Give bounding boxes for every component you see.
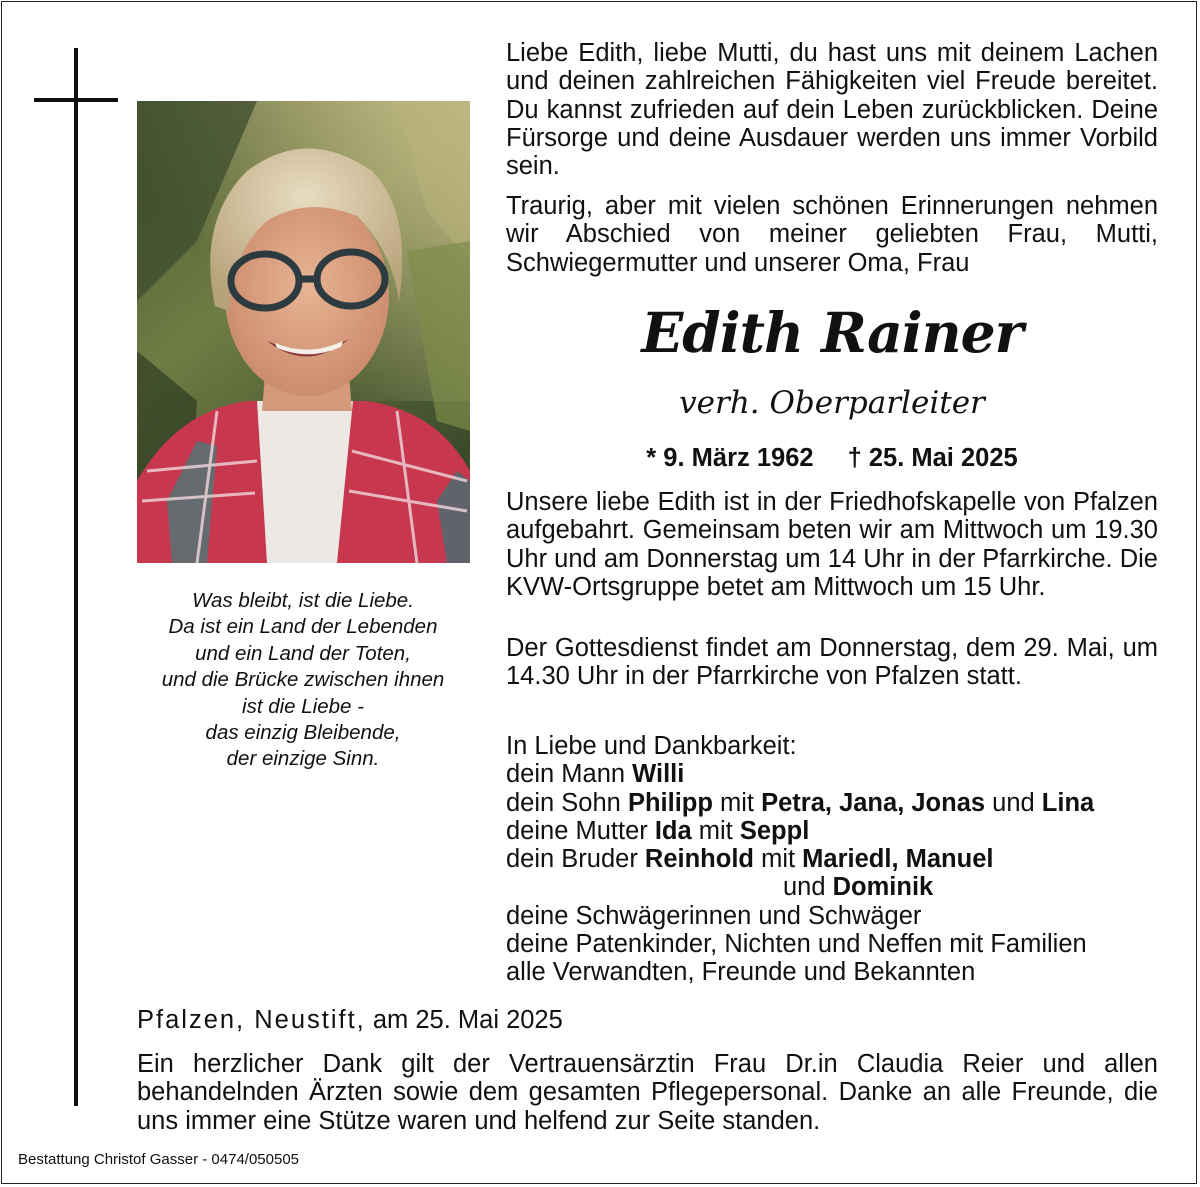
life-dates [506,442,1158,474]
place-date: am 25. Mai 2025 [365,1006,563,1034]
thanks-paragraph: Ein herzlicher Dank gilt der Vertrauensärztin Frau Dr.in Claudia Reier und allen behandelnden Ärzten sowie dem gesamten Pflegepersonal. Danke an alle Freunde, die uns immer eine Stütze waren und helfend zur Seite standen. [137,1050,1158,1135]
cross-vertical-bar [74,48,78,1106]
place-and-date [137,1004,563,1036]
mourners-list [506,732,1158,987]
poem-line: der einzige Sinn. [226,747,380,771]
mourner-name: Seppl [739,816,810,845]
mourner-line-son [506,789,1158,817]
place-towns: Pfalzen, Neustift, [137,1006,366,1034]
mourner-prefix: dein Sohn [506,788,628,817]
mourner-line-godchildren: deine Patenkinder, Nichten und Neffen mit Familien [506,930,1087,959]
mourner-line-husband [506,760,1158,788]
mourner-name: Philipp [627,788,713,817]
mourner-prefix: dein Mann [506,760,633,789]
poem-line: Da ist ein Land der Lebenden [168,615,438,639]
mourners-intro: In Liebe und Dankbarkeit: [506,732,797,760]
mourner-line-in-laws: deine Schwägerinnen und Schwäger [506,901,922,930]
mourner-name: Petra, Jana, Jonas [761,788,986,817]
funeral-paragraph: Der Gottesdienst findet am Donnerstag, dem 29. Mai, um 14.30 Uhr in der Pfarrkirche von Pfalzen statt. [506,634,1158,691]
mourner-line-brother-cont [506,873,1158,901]
mourner-line-relatives: alle Verwandten, Freunde und Bekannten [506,958,976,987]
cross-horizontal-bar [34,98,118,102]
mourner-name: Willi [632,760,685,789]
mourner-connector: und [783,873,833,902]
mourner-line-mother [506,817,1158,845]
farewell-paragraph: Traurig, aber mit vielen schönen Erinnerungen nehmen wir Abschied von meiner geliebten Frau, Mutti, Schwiegermutter und unserer Oma, Frau [506,192,1158,277]
poem-line: das einzig Bleibende, [205,721,401,745]
mourner-connector: mit [754,845,803,874]
death-date: † 25. Mai 2025 [847,444,1018,472]
viewing-paragraph: Unsere liebe Edith ist in der Friedhofskapelle von Pfalzen aufgebahrt. Gemeinsam beten wir am Mittwoch um 19.30 Uhr und am Donnerstag um 14 Uhr in der Pfarrkirche. Die KVW-Ortsgruppe betet am Mittwoch um 15 Uhr. [506,488,1158,601]
mourner-name: Mariedl, Manuel [802,845,994,874]
mourner-prefix: deine Mutter [506,816,655,845]
poem-line: und ein Land der Toten, [195,641,411,665]
poem [120,588,486,773]
mourner-prefix: dein Bruder [506,845,645,874]
mourner-name: Ida [654,816,692,845]
funeral-home-credit: Bestattung Christof Gasser - 0474/050505 [18,1151,300,1168]
mourner-name: Lina [1041,788,1095,817]
mourner-name: Reinhold [644,845,754,874]
poem-line: Was bleibt, ist die Liebe. [192,589,414,612]
mourner-connector: mit [712,788,762,817]
mourner-line-brother [506,845,1158,873]
portrait-photo [137,101,470,563]
deceased-married-name: verh. Oberparleiter [679,385,985,421]
poem-line: ist die Liebe - [242,694,364,718]
birth-date: * 9. März 1962 [646,444,814,472]
deceased-name: Edith Rainer [641,300,1023,365]
poem-line: und die Brücke zwischen ihnen [161,668,445,692]
mourner-connector: und [985,788,1042,817]
mourner-name: Dominik [832,873,934,902]
intro-paragraph: Liebe Edith, liebe Mutti, du hast uns mit deinem Lachen und deinen zahlreichen Fähigkeiten viel Freude bereitet. Du kannst zufrieden auf dein Leben zurückblicken. Deine Fürsorge und deine Ausdauer werden uns immer Vorbild sein. [506,39,1158,181]
mourner-connector: mit [691,816,740,845]
